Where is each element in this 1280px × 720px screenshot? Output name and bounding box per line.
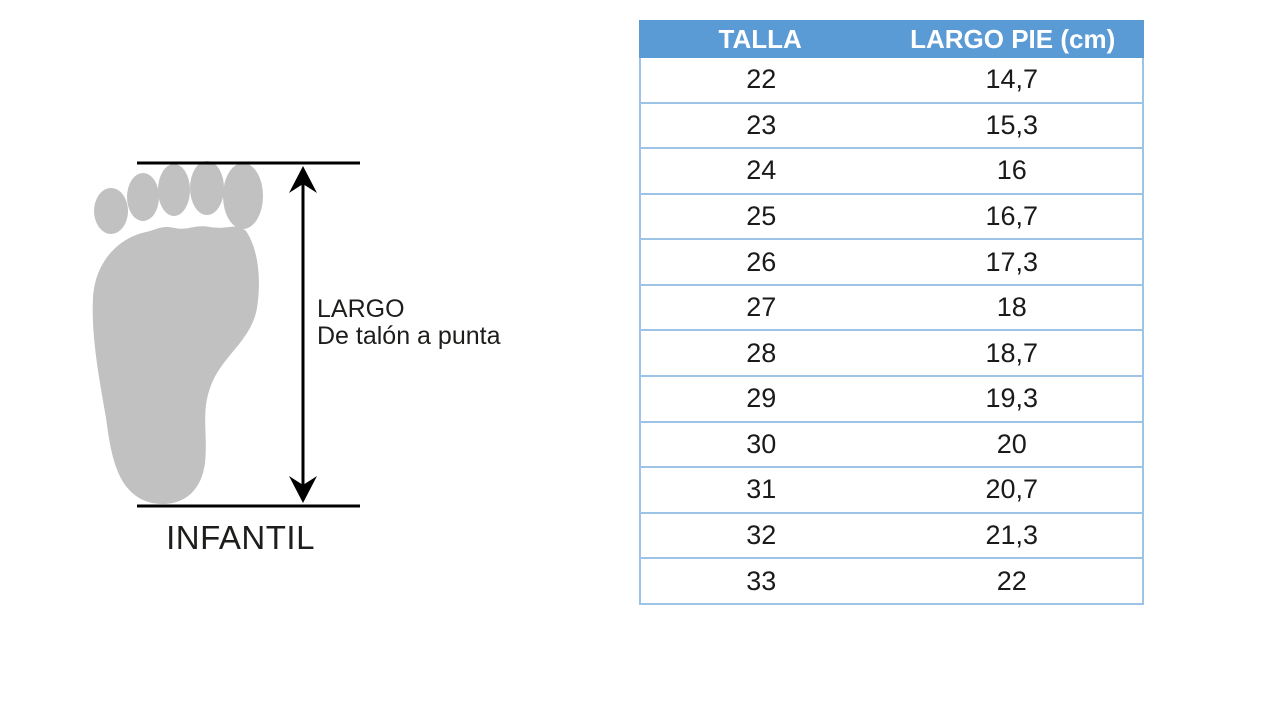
header-largo-pie: LARGO PIE (cm) [910, 23, 1116, 54]
talla-cell: 29 [746, 383, 777, 414]
table-row [641, 102, 1142, 148]
foot-sole-shape [93, 226, 259, 504]
table-row [641, 557, 1142, 603]
largo-pie-cell: 17,3 [985, 246, 1038, 277]
largo-pie-cell: 18,7 [985, 337, 1038, 368]
table-row [641, 284, 1142, 330]
foot-illustration [93, 161, 263, 504]
table-row [641, 147, 1142, 193]
size-table [639, 20, 1144, 605]
table-row [641, 421, 1142, 467]
largo-pie-cell: 21,3 [985, 520, 1038, 551]
talla-cell: 25 [746, 201, 777, 232]
talla-cell: 30 [746, 428, 777, 459]
category-label: INFANTIL [166, 519, 315, 556]
table-header-row [639, 20, 1144, 58]
largo-pie-cell: 20 [996, 428, 1027, 459]
table-row [641, 238, 1142, 284]
measure-subtitle: De talón a punta [317, 322, 501, 350]
talla-cell: 26 [746, 246, 777, 277]
largo-pie-cell: 22 [996, 565, 1027, 596]
size-table-body [639, 58, 1144, 605]
talla-cell: 22 [746, 64, 777, 95]
foot-measurement-diagram [0, 0, 560, 720]
talla-cell: 27 [746, 292, 777, 323]
talla-cell: 24 [746, 155, 777, 186]
largo-pie-cell: 19,3 [985, 383, 1038, 414]
largo-pie-cell: 15,3 [985, 109, 1038, 140]
talla-cell: 23 [746, 109, 777, 140]
talla-cell: 33 [746, 565, 777, 596]
largo-pie-cell: 16,7 [985, 201, 1038, 232]
header-talla: TALLA [718, 23, 802, 54]
table-row [641, 329, 1142, 375]
talla-cell: 32 [746, 520, 777, 551]
largo-pie-cell: 20,7 [985, 474, 1038, 505]
toe-ellipse-4 [190, 161, 224, 215]
measure-title: LARGO [317, 295, 405, 323]
largo-pie-cell: 14,7 [985, 64, 1038, 95]
measure-label [317, 296, 500, 350]
largo-pie-cell: 16 [996, 155, 1027, 186]
table-row [641, 58, 1142, 102]
table-row [641, 193, 1142, 239]
table-row [641, 466, 1142, 512]
talla-cell: 31 [746, 474, 777, 505]
toe-ellipse-3 [158, 164, 190, 216]
talla-cell: 28 [746, 337, 777, 368]
table-row [641, 512, 1142, 558]
toe-ellipse-big [223, 163, 263, 229]
largo-pie-cell: 18 [996, 292, 1027, 323]
table-row [641, 375, 1142, 421]
toe-ellipse-small [94, 188, 128, 234]
toe-ellipse-2 [127, 173, 159, 221]
